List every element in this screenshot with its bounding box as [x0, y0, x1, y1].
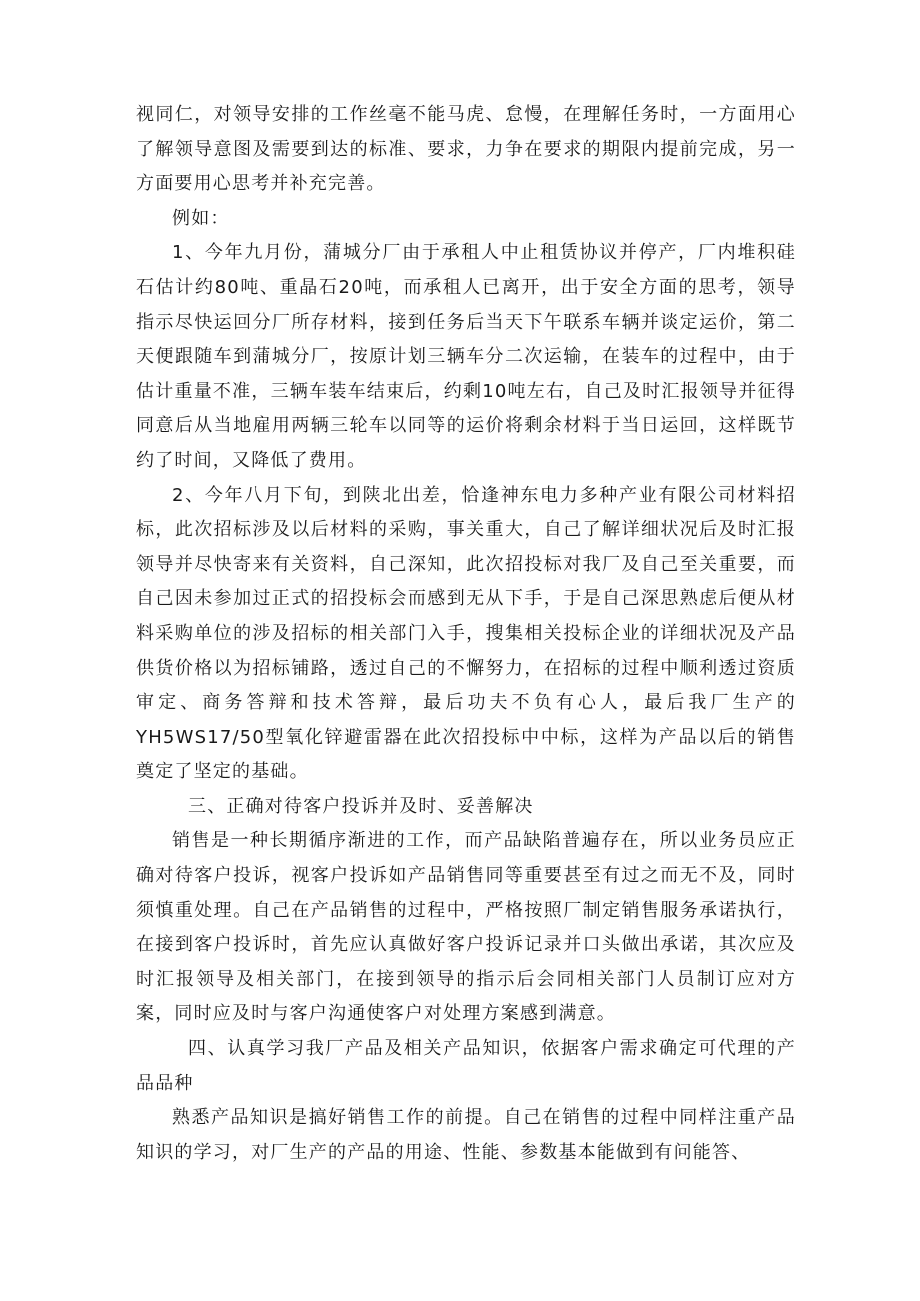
- document-page: [136, 98, 796, 1170]
- paragraph-example-2: 2、今年八月下旬，到陕北出差，恰逢神东电力多种产业有限公司材料招标，此次招标涉及以后材料的采购，事关重大，自己了解详细状况后及时汇报领导并尽快寄来有关资料，自己深知，此次招投标对我厂及自己至关重要，而自己因未参加过正式的招投标会而感到无从下手，于是自己深思熟虑后便从材料采购单位的涉及招标的相关部门入手，搜集相关投标企业的详细状况及产品供货价格以为招标铺路，透过自己的不懈努力，在招标的过程中顺利透过资质审定、商务答辩和技术答辩，最后功夫不负有心人，最后我厂生产的YH5WS17/50型氧化锌避雷器在此次招投标中中标，这样为产品以后的销售奠定了坚定的基础。: [136, 484, 796, 783]
- paragraph-complaints: 销售是一种长期循序渐进的工作，而产品缺陷普遍存在，所以业务员应正确对待客户投诉，视客户投诉如产品销售同等重要甚至有过之而无不及，同时须慎重处理。自己在产品销售的过程中，严格按照厂制定销售服务承诺执行，在接到客户投诉时，首先应认真做好客户投诉记录并口头做出承诺，其次应及时汇报领导及相关部门，在接到领导的指示后会同相关部门人员制订应对方案，同时应及时与客户沟通使客户对处理方案感到满意。: [136, 830, 796, 1025]
- section-heading-3: 三、正确对待客户投诉并及时、妥善解决: [188, 795, 534, 817]
- paragraph-example-intro: 例如：: [172, 207, 230, 229]
- paragraph-product-knowledge: 熟悉产品知识是搞好销售工作的前提。自己在销售的过程中同样注重产品知识的学习，对厂生产的产品的用途、性能、参数基本能做到有问能答、: [136, 1107, 796, 1163]
- section-heading-4: 四、认真学习我厂产品及相关产品知识，依据客户需求确定可代理的产品品种: [136, 1038, 796, 1094]
- paragraph-continuation: 视同仁，对领导安排的工作丝毫不能马虎、怠慢，在理解任务时，一方面用心了解领导意图及需要到达的标准、要求，力争在要求的期限内提前完成，另一方面要用心思考并补充完善。: [136, 104, 796, 195]
- paragraph-example-1: 1、今年九月份，蒲城分厂由于承租人中止租赁协议并停产，厂内堆积硅石估计约80吨、重晶石20吨，而承租人已离开，出于安全方面的思考，领导指示尽快运回分厂所存材料，接到任务后当天下午联系车辆并谈定运价，第二天便跟随车到蒲城分厂，按原计划三辆车分二次运输，在装车的过程中，由于估计重量不准，三辆车装车结束后，约剩10吨左右，自己及时汇报领导并征得同意后从当地雇用两辆三轮车以同等的运价将剩余材料于当日运回，这样既节约了时间，又降低了费用。: [136, 242, 796, 471]
